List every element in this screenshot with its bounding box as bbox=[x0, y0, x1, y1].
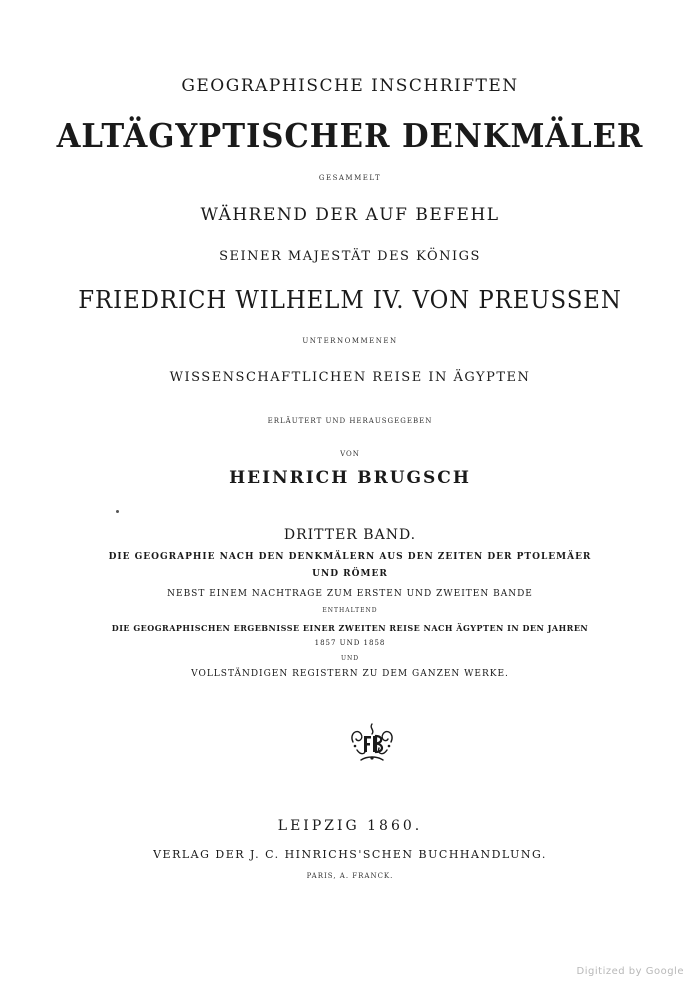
erlaeutert-line: ERLÄUTERT UND HERAUSGEGEBEN bbox=[267, 417, 433, 425]
volume-subject-line1: DIE GEOGRAPHIE NACH DEN DENKMÄLERN AUS DEN ZEITEN DER PTOLEMÄER bbox=[108, 552, 592, 562]
author-name: HEINRICH BRUGSCH bbox=[229, 468, 471, 488]
gesammelt-line: GESAMMELT bbox=[318, 174, 382, 182]
paris-line: PARIS, A. FRANCK. bbox=[306, 872, 394, 880]
volume-label: DRITTER BAND. bbox=[283, 527, 417, 543]
stray-ink-mark bbox=[116, 510, 119, 513]
enthaltend-line: ENTHALTEND bbox=[322, 607, 378, 614]
registern-line: VOLLSTÄNDIGEN REGISTERN ZU DEM GANZEN WERKE. bbox=[191, 669, 509, 679]
waehrend-line: WÄHREND DER AUF BEFEHL bbox=[200, 205, 500, 225]
years-line: 1857 UND 1858 bbox=[314, 639, 386, 647]
volume-subject-line2: UND RÖMER bbox=[312, 569, 388, 579]
und-line: UND bbox=[340, 655, 360, 662]
reise-line: WISSENSCHAFTLICHEN REISE IN ÄGYPTEN bbox=[169, 370, 531, 385]
unternommenen-line: UNTERNOMMENEN bbox=[302, 337, 398, 345]
digitizer-watermark: Digitized by Google bbox=[576, 966, 684, 977]
publisher-line: VERLAG DER J. C. HINRICHS'SCHEN BUCHHANDLUNG. bbox=[153, 848, 547, 861]
place-date-line: LEIPZIG 1860. bbox=[277, 818, 423, 834]
majestaet-line: SEINER MAJESTÄT DES KÖNIGS bbox=[219, 249, 481, 264]
main-title: ALTÄGYPTISCHER DENKMÄLER bbox=[56, 116, 644, 155]
king-name-line: FRIEDRICH WILHELM IV. VON PREUSSEN bbox=[78, 286, 622, 314]
publisher-ornament-icon bbox=[347, 720, 397, 764]
von-line: VON bbox=[340, 450, 360, 458]
title-line-geographische-inschriften: GEOGRAPHISCHE INSCHRIFTEN bbox=[181, 76, 519, 96]
ergebnisse-line: DIE GEOGRAPHISCHEN ERGEBNISSE EINER ZWEITEN REISE NACH ÄGYPTEN IN DEN JAHREN bbox=[111, 623, 589, 633]
nachtrag-line: NEBST EINEM NACHTRAGE ZUM ERSTEN UND ZWEITEN BANDE bbox=[167, 589, 533, 599]
